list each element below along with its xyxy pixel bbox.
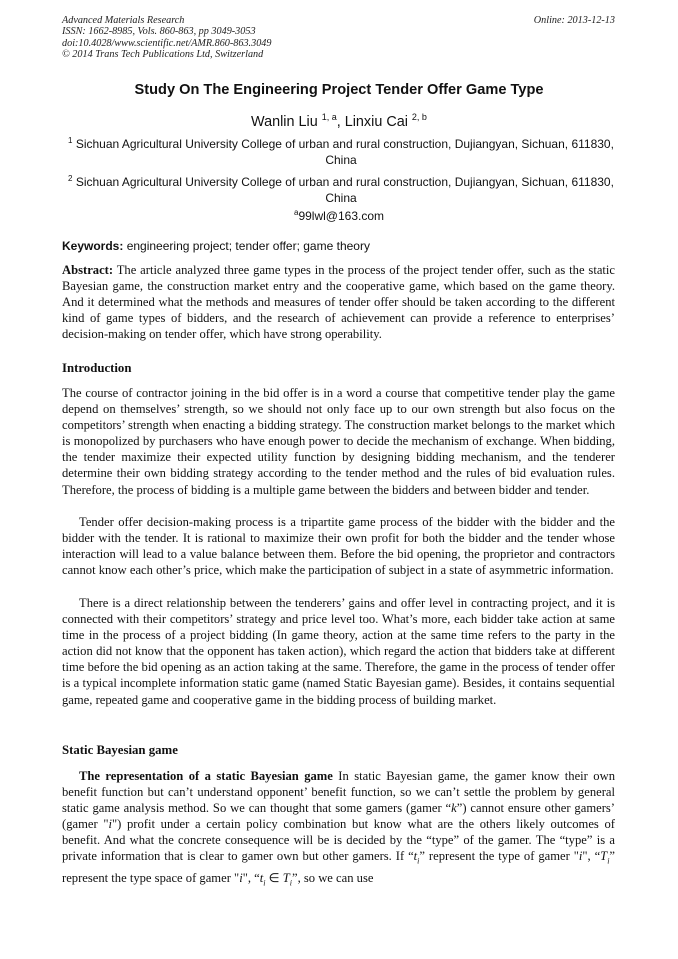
- keywords-label: Keywords:: [62, 239, 124, 253]
- affiliation-1: [66, 136, 616, 168]
- math-t: t: [413, 849, 418, 864]
- body-text: ", “: [582, 849, 601, 864]
- intro-paragraph-3: There is a direct relationship between the tenderers’ gains and offer level in contracting project, and it is connected with their competitors’ strategy and price level too. What’s more, each bidder take action at same time in the process of a project bidding (In game theory, action at the same time refers to the party in the action did not know that the opponent has taken action), which regard the action that bidders take at different time before the bid opening as an action taking at the same. Therefore, the game in the process of tender offer is a typical incomplete information static game (named Static Bayesian game). Besides, it contains sequential game, repeated game and cooperative game in the bidding process of building market.: [62, 596, 615, 707]
- author-list: [0, 114, 678, 130]
- affiliation-text: Sichuan Agricultural University College of urban and rural construction, Dujiangyan, Sichuan, 611830, China: [72, 175, 614, 205]
- body-text: ", “: [242, 871, 260, 886]
- journal-header: [62, 15, 615, 61]
- math-T: T: [282, 871, 290, 886]
- doi-line: doi:10.4028/www.scientific.net/AMR.860-863.3049: [62, 37, 272, 49]
- body-text: ” represent the type of gamer ": [419, 849, 579, 864]
- copyright-line: © 2014 Trans Tech Publications Ltd, Switzerland: [62, 49, 264, 61]
- body-text: ") profit under a certain policy combination but know what are the others likely outcomes of benefit. And what the concrete consequence will be is decided by the “type” of the gamer. The “type” is a private information that is clear to gamer own but other gamers. If “: [62, 817, 615, 864]
- author-mark: 1, a: [321, 112, 337, 122]
- abstract-label: Abstract:: [62, 263, 114, 277]
- paper-title: Study On The Engineering Project Tender Offer Game Type: [134, 82, 544, 98]
- author-email: [0, 209, 678, 223]
- intro-paragraph-2: Tender offer decision-making process is a tripartite game process of the bidder with the bidder and the bidder with the tender. It is rational to maximize their own profit for both the bidder and the tender whose interaction will lead to a value balance between them. Before the bid opening, the proprietor and contractors cannot know each other’s price, which make the participation of subject in a state of asymmetric information.: [62, 515, 615, 578]
- intro-paragraph-1: The course of contractor joining in the bid offer is in a word a course that competitive tender play the game depend on themselves’ strength, so we should not only face up to our own strength but also focus on the competitors’ strength when enacting a bidding strategy. The construction market belongs to the market which is monopolized by purchasers who have enough power to decide the mechanism of exchange. When bidding, the tender maximize their expected utility function by designing bidding mechanism, and the tenderer determine their own bidding strategy according to the tender method and the rules of bid evaluation rules. Therefore, the process of bidding is a multiple game between the bidders and between bidder and tender.: [62, 386, 615, 497]
- keywords-text: engineering project; tender offer; game theory: [123, 239, 370, 253]
- affiliation-text: Sichuan Agricultural University College of urban and rural construction, Dujiangyan, Sichuan, 611830, China: [72, 137, 614, 167]
- affiliation-number: 1: [68, 136, 73, 145]
- author-name: Wanlin Liu: [251, 114, 318, 130]
- email-mark: a: [293, 208, 299, 217]
- math-element-of: ∈: [265, 871, 283, 886]
- affiliation-number: 2: [68, 174, 73, 183]
- body-text: ” represent the type space of gamer ": [62, 849, 616, 886]
- paragraph-lead: The representation of a static Bayesian game: [79, 769, 333, 783]
- static-bayesian-paragraph: [62, 768, 615, 892]
- issn-line: ISSN: 1662-8985, Vols. 860-863, pp 3049-3053: [62, 26, 256, 38]
- section-heading-introduction: Introduction: [62, 361, 132, 375]
- online-date: Online: 2013-12-13: [533, 15, 615, 26]
- journal-name: Advanced Materials Research: [62, 15, 185, 26]
- keywords: [62, 239, 615, 253]
- math-i: i: [578, 849, 583, 864]
- body-text: In static Bayesian game, the gamer know their own benefit function but can’t understand opponent’ benefit function, so we can’t settle the problem by general static game analysis method. So we can thought that some gamers (gamer “: [62, 769, 615, 816]
- math-t: t: [259, 871, 264, 886]
- abstract: [62, 262, 615, 342]
- abstract-text: The article analyzed three game types in the process of the project tender offer, such as the static Bayesian game, the construction market entry and the cooperative game, which based on the game theory. And it determined what the methods and measures of tender offer should be taken according to the different kind of game types of bidders, and the research of achievement can provide a reference to enterprises’ decision-making on tender offer, which have strong operability.: [62, 263, 615, 342]
- body-text: ”) cannot ensure other gamers’ (gamer ": [62, 801, 615, 832]
- section-heading-static-bayesian: Static Bayesian game: [62, 743, 178, 757]
- math-i: i: [239, 871, 243, 886]
- math-subscript-i: i: [289, 878, 292, 888]
- math-subscript-i: i: [263, 878, 266, 888]
- math-k: k: [451, 801, 457, 816]
- email-address: 99lwl@163.com: [298, 209, 384, 223]
- math-T: T: [600, 849, 608, 864]
- affiliation-2: [66, 174, 616, 206]
- body-text: ”, so we can use: [291, 871, 374, 886]
- math-subscript-i: i: [607, 856, 610, 866]
- author-mark: 2, b: [411, 112, 427, 122]
- math-i: i: [108, 817, 112, 832]
- author-name: Linxiu Cai: [344, 114, 408, 130]
- author-separator: ,: [336, 114, 345, 130]
- math-subscript-i: i: [417, 856, 420, 866]
